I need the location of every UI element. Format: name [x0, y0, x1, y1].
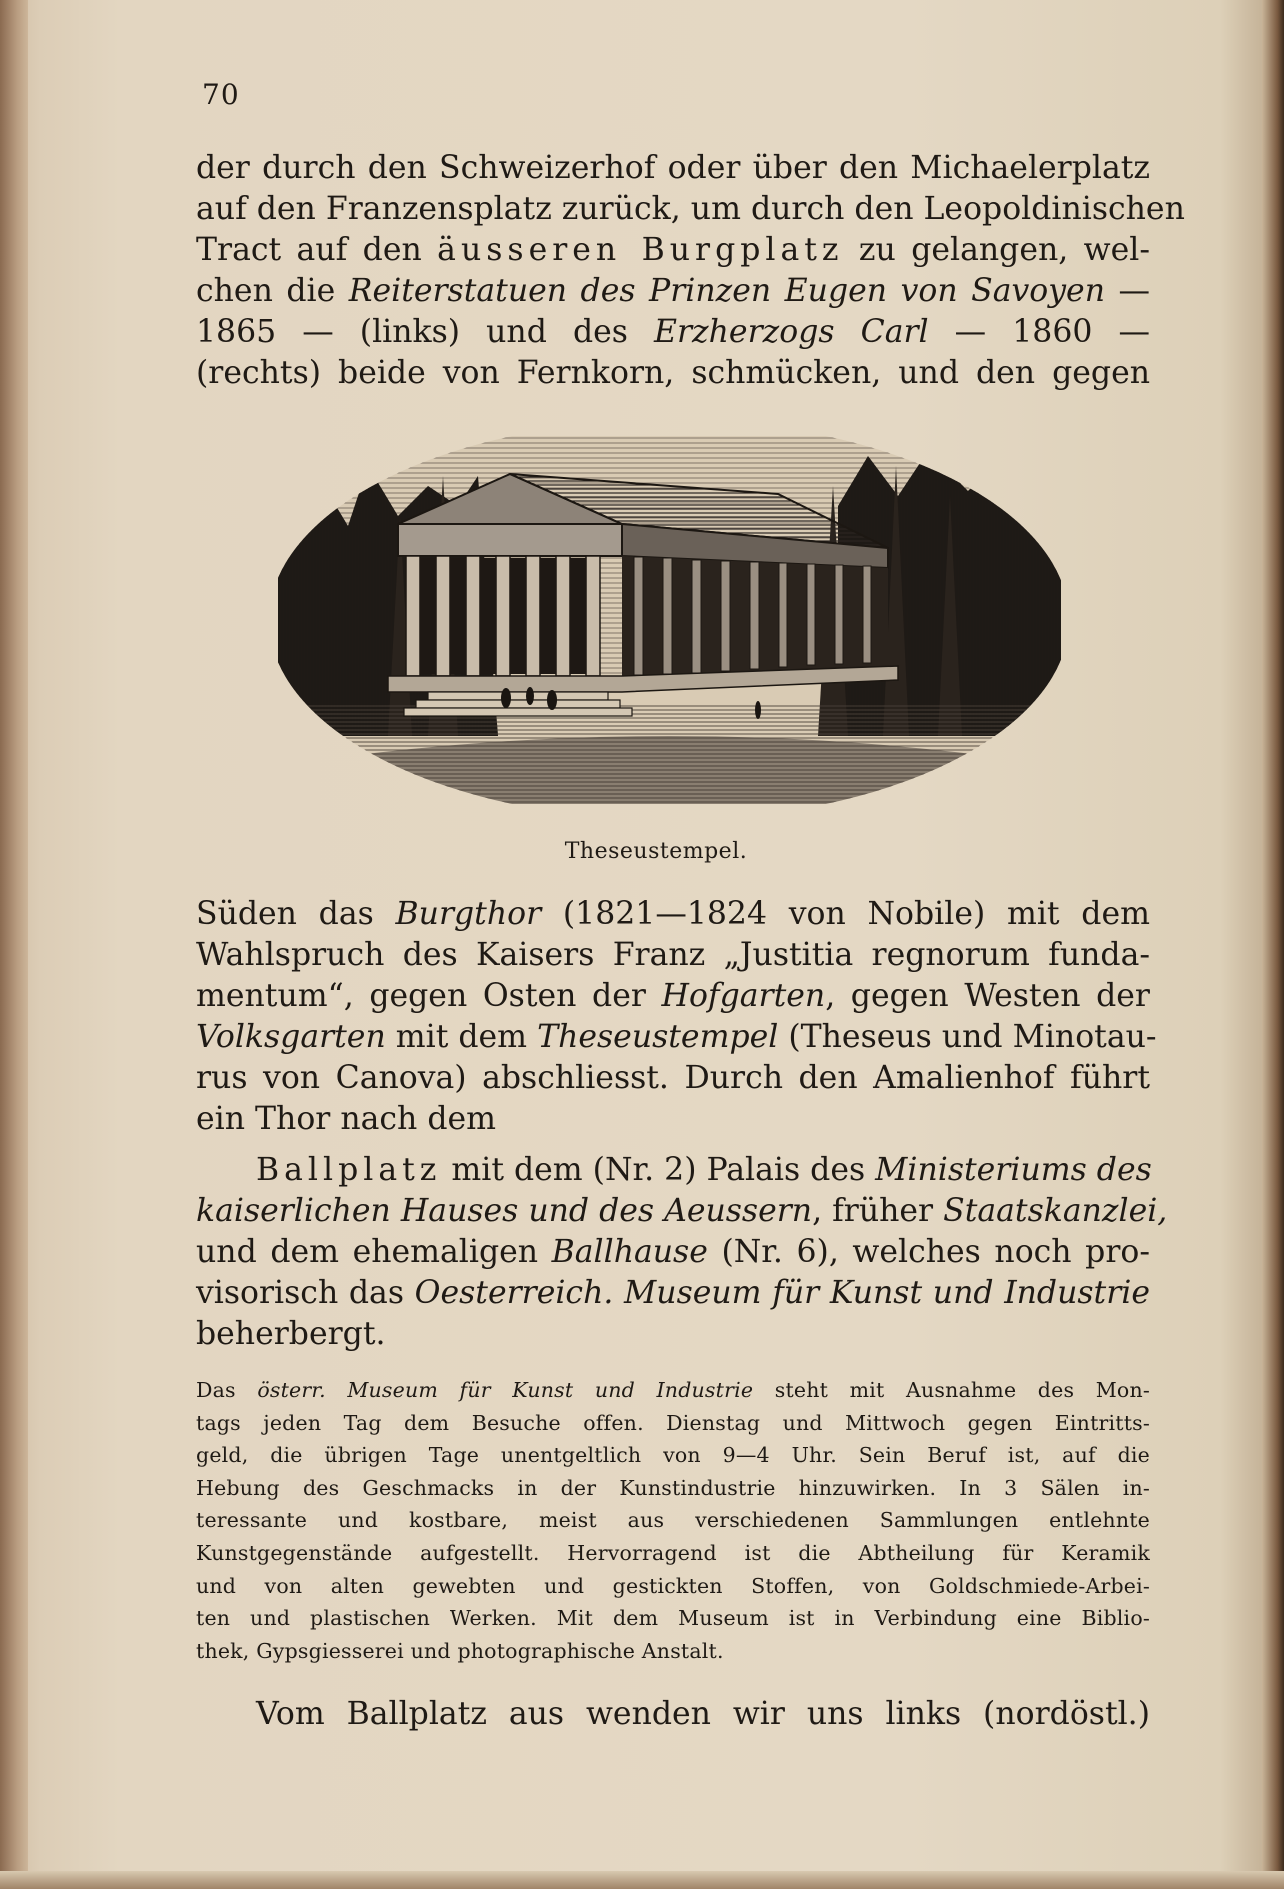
book-spine-shadow: [0, 0, 28, 1889]
note-line: ten und plastischen Werken. Mit dem Museum ist in Verbindung eine Biblio-: [196, 1606, 1150, 1631]
text-line: der durch den Schweizerhof oder über den Michaelerplatz: [196, 150, 1150, 186]
note-line: thek, Gypsgiesserei und photographische Anstalt.: [196, 1638, 724, 1663]
text-line: Vom Ballplatz aus wenden wir uns links (nordöstl.): [256, 1696, 1150, 1732]
text-line: ein Thor nach dem: [196, 1101, 497, 1137]
page-number: 70: [202, 78, 240, 111]
engraving-vignette: [278, 436, 1061, 804]
text-line: chen die Reiterstatuen des Prinzen Eugen von Savoyen —: [196, 273, 1150, 309]
text-line: (rechts) beide von Fernkorn, schmücken, und den gegen: [196, 355, 1150, 391]
text-line: und dem ehemaligen Ballhause (Nr. 6), welches noch pro-: [196, 1234, 1151, 1270]
paragraph-1: [196, 148, 1185, 394]
text-line: Tract auf den äusseren Burgplatz zu gelangen, wel-: [196, 232, 1150, 268]
note-line: tags jeden Tag dem Besuche offen. Dienstag und Mittwoch gegen Eintritts-: [196, 1410, 1150, 1435]
figure-caption: Theseustempel.: [564, 839, 748, 864]
museum-note: [196, 1374, 1150, 1667]
text-line: mentum“, gegen Osten der Hofgarten, gegen Westen der: [196, 978, 1150, 1014]
note-line: teressante und kostbare, meist aus verschiedenen Sammlungen entlehnte: [196, 1508, 1150, 1533]
note-line: Das österr. Museum für Kunst und Industrie steht mit Ausnahme des Mon-: [196, 1378, 1150, 1402]
note-line: geld, die übrigen Tage unentgeltlich von 9—4 Uhr. Sein Beruf ist, auf die: [196, 1443, 1150, 1468]
note-line: Kunstgegenstände aufgestellt. Hervorragend ist die Abtheilung für Keramik: [196, 1540, 1150, 1565]
text-line: Süden das Burgthor (1821—1824 von Nobile) mit dem: [196, 896, 1150, 932]
text-line: kaiserlichen Hauses und des Aeussern, früher Staatskanzlei,: [196, 1193, 1168, 1229]
text-line: auf den Franzensplatz zurück, um durch den Leopoldinischen: [196, 191, 1185, 227]
paragraph-2: [196, 894, 1157, 1140]
note-line: und von alten gewebten und gestickten Stoffen, von Goldschmiede-Arbei-: [196, 1573, 1150, 1598]
text-line: Ballplatz mit dem (Nr. 2) Palais des Ministeriums des: [256, 1152, 1152, 1188]
text-line: visorisch das Oesterreich. Museum für Kunst und Industrie: [196, 1275, 1150, 1311]
note-line: Hebung des Geschmacks in der Kunstindustrie hinzuwirken. In 3 Sälen in-: [196, 1475, 1150, 1500]
text-line: Volksgarten mit dem Theseustempel (Theseus und Minotau-: [196, 1019, 1157, 1055]
page-edge: [1262, 0, 1284, 1889]
paragraph-3: [196, 1150, 1168, 1355]
text-line: rus von Canova) abschliesst. Durch den Amalienhof führt: [196, 1060, 1150, 1096]
page-bottom-edge: [0, 1871, 1284, 1889]
text-line: Wahlspruch des Kaisers Franz „Justitia regnorum funda-: [196, 937, 1150, 973]
text-line: beherbergt.: [196, 1316, 386, 1352]
theseustempel-engraving: [278, 436, 1061, 804]
text-line: 1865 — (links) und des Erzherzogs Carl — 1860 —: [196, 314, 1150, 350]
closing-paragraph: [196, 1694, 1150, 1735]
